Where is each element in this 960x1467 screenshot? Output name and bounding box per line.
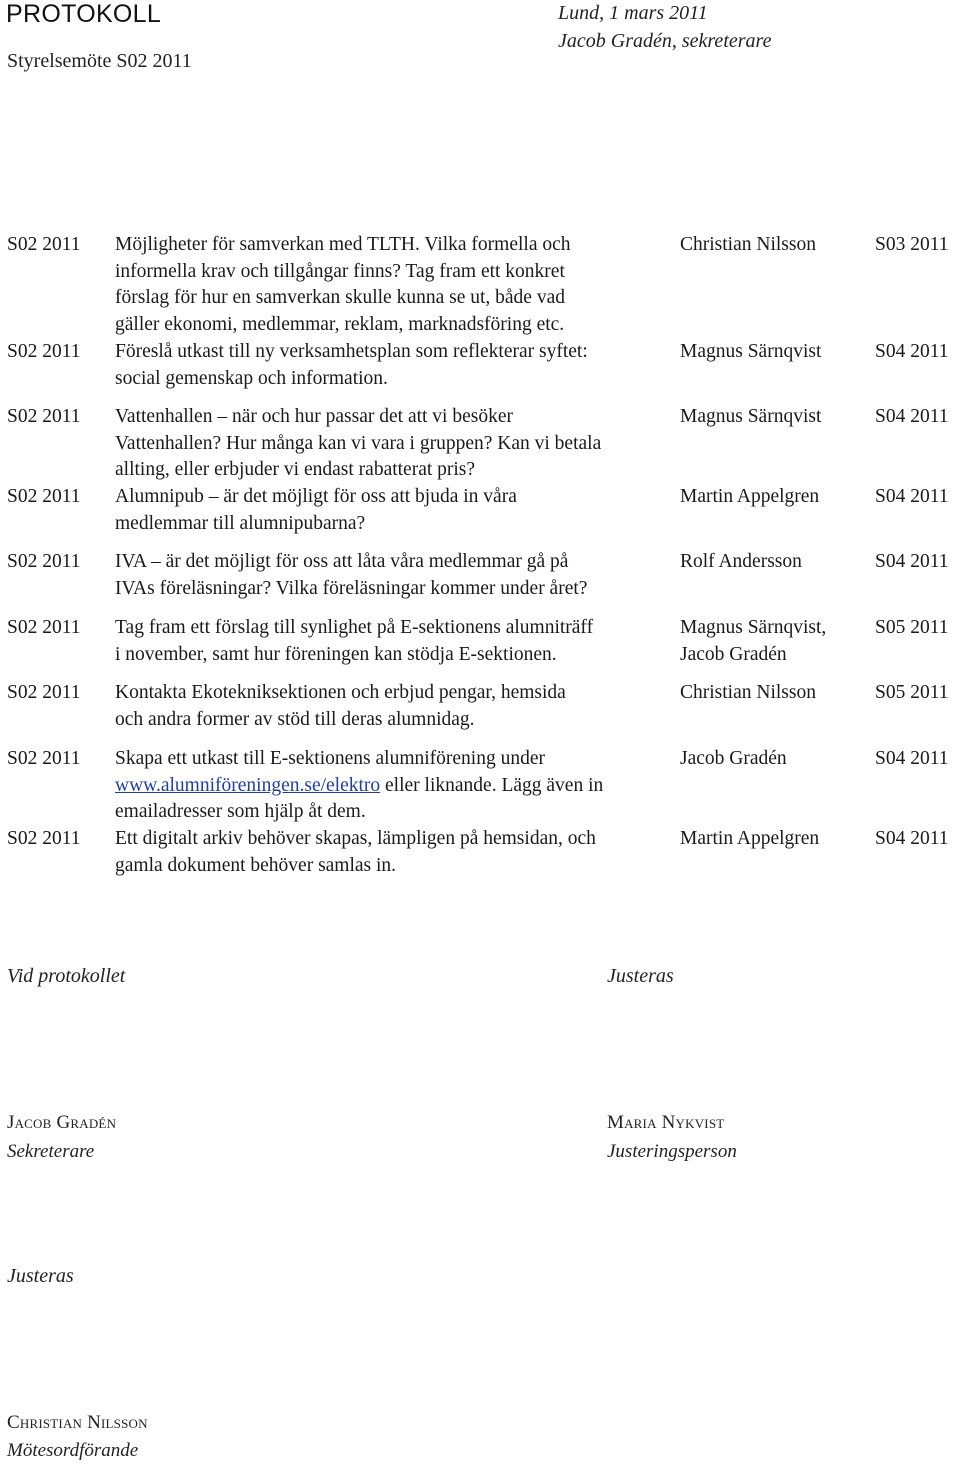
responsible-person <box>680 615 826 668</box>
responsible-person: Jacob Gradén <box>680 748 787 769</box>
chair-role: Mötesordförande <box>7 1440 139 1461</box>
description-line: IVA – är det möjligt för oss att låta våra medlemmar gå på <box>115 551 569 572</box>
item-description <box>115 339 680 392</box>
description-line: Alumnipub – är det möjligt för oss att bjuda in våra <box>115 486 517 507</box>
responsible-person: Christian Nilsson <box>680 682 816 703</box>
description-line: förslag för hur en samverkan skulle kunna se ut, både vad <box>115 287 565 308</box>
item-description <box>115 615 680 668</box>
chair-name: Christian Nilsson <box>7 1412 148 1433</box>
description-line: gäller ekonomi, medlemmar, reklam, marknadsföring etc. <box>115 313 565 335</box>
due-date: S04 2011 <box>875 341 949 362</box>
due-date: S04 2011 <box>875 551 949 572</box>
description-line: informella krav och tillgångar finns? Tag fram ett konkret <box>115 260 565 282</box>
description-line: Vattenhallen – när och hur passar det att vi besöker <box>115 406 513 427</box>
meeting-date: S02 2011 <box>7 617 81 638</box>
meeting-subtitle: Styrelsemöte S02 2011 <box>7 50 192 72</box>
adjuster-name: Maria Nykvist <box>607 1112 725 1133</box>
item-description <box>115 484 680 537</box>
justeras-label: Justeras <box>607 965 674 987</box>
meeting-date: S02 2011 <box>7 682 81 703</box>
adjuster-role: Justeringsperson <box>607 1141 737 1162</box>
description-line: Skapa ett utkast till E-sektionens alumniförening under <box>115 748 545 769</box>
meeting-date: S02 2011 <box>7 828 81 849</box>
meeting-date: S02 2011 <box>7 406 81 427</box>
description-line: medlemmar till alumnipubarna? <box>115 512 366 534</box>
item-description <box>115 826 680 879</box>
description-line <box>115 773 680 800</box>
due-date: S04 2011 <box>875 486 949 507</box>
meeting-date: S02 2011 <box>7 234 81 255</box>
description-line: gamla dokument behöver samlas in. <box>115 854 397 876</box>
secretary-name: Jacob Gradén <box>7 1112 117 1133</box>
description-line: emailadresser som hjälp åt dem. <box>115 801 366 822</box>
description-line: Föreslå utkast till ny verksamhetsplan som reflekterar syftet: <box>115 341 588 362</box>
responsible-person: Rolf Andersson <box>680 551 802 572</box>
responsible-person: Martin Appelgren <box>680 828 820 849</box>
vid-protokollet-label: Vid protokollet <box>7 965 126 987</box>
responsible-name: Magnus Särnqvist, <box>680 617 827 638</box>
responsible-name: Jacob Gradén <box>680 643 787 665</box>
description-line: i november, samt hur föreningen kan stödja E-sektionen. <box>115 643 557 665</box>
due-date: S05 2011 <box>875 682 949 703</box>
description-line: IVAs föreläsningar? Vilka föreläsningar kommer under året? <box>115 577 588 599</box>
responsible-person: Martin Appelgren <box>680 486 820 507</box>
description-line: Tag fram ett förslag till synlighet på E-sektionens alumniträff <box>115 617 594 638</box>
author-line: Jacob Gradén, sekreterare <box>558 30 772 52</box>
meeting-date: S02 2011 <box>7 748 81 769</box>
responsible-person: Magnus Särnqvist <box>680 406 822 427</box>
item-description <box>115 746 680 826</box>
item-description <box>115 404 680 484</box>
item-description <box>115 549 680 602</box>
description-line: social gemenskap och information. <box>115 367 388 389</box>
justeras-label: Justeras <box>7 1265 74 1287</box>
due-date: S04 2011 <box>875 748 949 769</box>
item-description <box>115 680 680 733</box>
description-line: allting, eller erbjuder vi endast rabatterat pris? <box>115 459 476 480</box>
meeting-date: S02 2011 <box>7 551 81 572</box>
due-date: S03 2011 <box>875 234 949 255</box>
description-fragment: eller liknande. Lägg även in <box>380 774 604 796</box>
item-description <box>115 232 680 338</box>
meeting-date: S02 2011 <box>7 341 81 362</box>
description-line: Möjligheter för samverkan med TLTH. Vilka formella och <box>115 234 571 255</box>
place-date: Lund, 1 mars 2011 <box>558 2 708 24</box>
description-line: Ett digitalt arkiv behöver skapas, lämpligen på hemsidan, och <box>115 828 596 849</box>
document-title: PROTOKOLL <box>6 0 162 28</box>
description-line: och andra former av stöd till deras alumnidag. <box>115 708 475 730</box>
due-date: S05 2011 <box>875 617 949 638</box>
responsible-person: Magnus Särnqvist <box>680 341 822 362</box>
due-date: S04 2011 <box>875 828 949 849</box>
description-line: Vattenhallen? Hur många kan vi vara i gruppen? Kan vi betala <box>115 432 602 454</box>
due-date: S04 2011 <box>875 406 949 427</box>
responsible-person: Christian Nilsson <box>680 234 816 255</box>
description-line: Kontakta Ekotekniksektionen och erbjud pengar, hemsida <box>115 682 566 703</box>
meeting-date: S02 2011 <box>7 486 81 507</box>
alumni-link[interactable]: www.alumniföreningen.se/elektro <box>115 774 381 796</box>
secretary-role: Sekreterare <box>7 1141 95 1162</box>
